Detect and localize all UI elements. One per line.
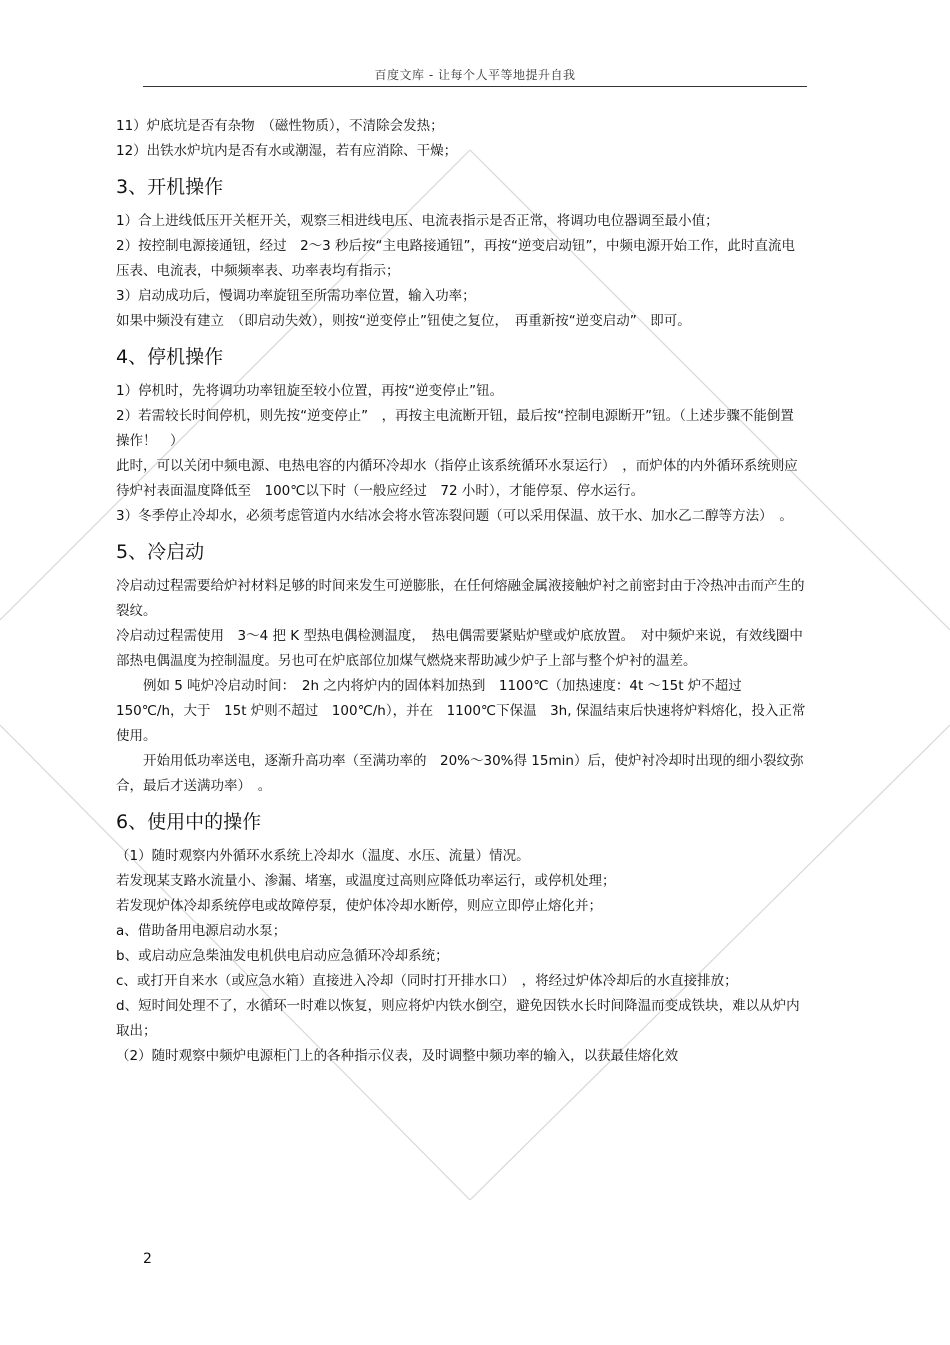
item-12: 12）出铁水炉坑内是否有水或潮湿，若有应消除、干燥； [116,143,458,159]
page-number: 2 [143,1251,152,1267]
section-heading-cold-start: 5、冷启动 [116,541,205,563]
paragraph: 冷启动过程需要给炉衬材料足够的时间来发生可逆膨胀，在任何熔融金属液接触炉衬之前密封由于冷热冲击而产生的裂纹。 [116,578,805,619]
paragraph: 1）合上进线低压开关框开关，观察三相进线电压、电流表指示是否正常，将调功电位器调至最小值； [116,213,719,229]
section-heading-startup: 3、开机操作 [116,176,224,198]
paragraph: 开始用低功率送电，逐渐升高功率（至满功率的 20%～30%得 15min）后，使炉衬冷却时出现的细小裂纹弥合，最后才送满功率） 。 [116,753,804,794]
paragraph: 此时，可以关闭中频电源、电热电容的内循环冷却水（指停止该系统循环水泵运行） ，而炉体的内外循环系统则应待炉衬表面温度降低至 100℃以下时（一般应经过 72 小时），才能停泵、停水运行。 [116,458,798,499]
paragraph: 冷启动过程需使用 3～4 把 K 型热电偶检测温度， 热电偶需要紧贴炉壁或炉底放置。 对中频炉来说，有效线圈中部热电偶温度为控制温度。另也可在炉底部位加煤气燃烧来帮助减少炉子上部与整个炉衬的温差。 [116,628,803,669]
paragraph: 3）冬季停止冷却水，必须考虑管道内水结冰会将水管冻裂问题（可以采用保温、放干水、加水乙二醇等方法） 。 [116,508,793,524]
header-divider [143,86,807,87]
paragraph: 例如 5 吨炉冷启动时间： 2h 之内将炉内的固体料加热到 1100℃（加热速度：4t ～15t 炉不超过 150℃/h，大于 15t 炉则不超过 100℃/h），并在 1100℃下保温 3h, 保温结束后快速将炉料熔化，投入正常使用。 [116,678,806,744]
list-item: b、或启动应急柴油发电机供电启动应急循环冷却系统； [116,948,449,964]
page-header: 百度文库 - 让每个人平等地提升自我 [374,68,576,82]
list-item: a、借助备用电源启动水泵； [116,923,287,939]
paragraph: 2）按控制电源接通钮，经过 2～3 秒后按“主电路接通钮”，再按“逆变启动钮”，中频电源开始工作，此时直流电压表、电流表，中频频率表、功率表均有指示； [116,238,796,279]
list-item: c、或打开自来水（或应急水箱）直接进入冷却（同时打开排水口） ，将经过炉体冷却后的水直接排放； [116,973,738,989]
list-item: d、短时间处理不了，水循环一时难以恢复，则应将炉内铁水倒空，避免因铁水长时间降温而变成铁块，难以从炉内取出； [116,998,800,1039]
paragraph: 1）停机时，先将调功功率钮旋至较小位置，再按“逆变停止”钮。 [116,383,504,399]
paragraph: 若发现炉体冷却系统停电或故障停泵，使炉体冷却水断停，则应立即停止熔化并； [116,898,602,914]
paragraph: 3）启动成功后，慢调功率旋钮至所需功率位置，输入功率； [116,288,476,304]
document-body [116,114,806,1069]
paragraph: （2）随时观察中频炉电源柜门上的各种指示仪表，及时调整中频功率的输入，以获最佳熔化效 [116,1048,679,1064]
paragraph: （1）随时观察内外循环水系统上冷却水（温度、水压、流量）情况。 [116,848,530,864]
section-heading-in-use: 6、使用中的操作 [116,811,262,833]
paragraph: 若发现某支路水流量小、渗漏、堵塞，或温度过高则应降低功率运行，或停机处理； [116,873,616,889]
paragraph: 如果中频没有建立 （即启动失效），则按“逆变停止”钮使之复位， 再重新按“逆变启动” 即可。 [116,313,691,329]
item-11: 11）炉底坑是否有杂物 （磁性物质），不清除会发热； [116,118,444,134]
paragraph: 2）若需较长时间停机，则先按“逆变停止” ，再按主电流断开钮，最后按“控制电源断开”钮。（上述步骤不能倒置操作！ ） [116,408,794,449]
section-heading-shutdown: 4、停机操作 [116,346,224,368]
